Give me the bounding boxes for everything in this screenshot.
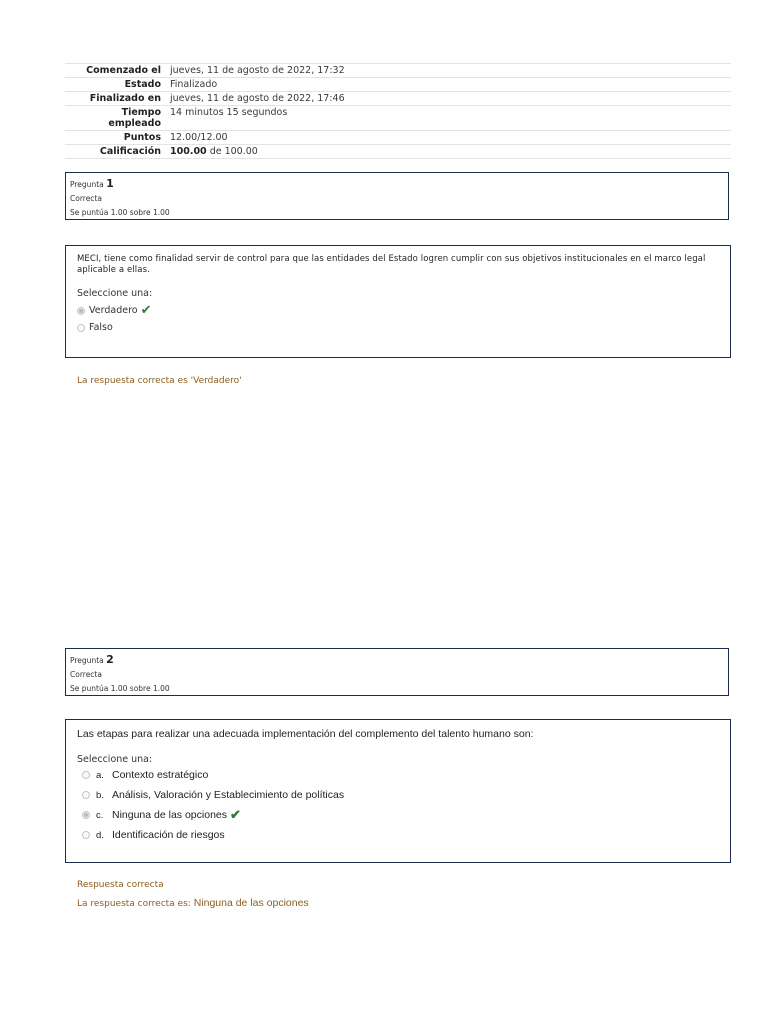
attempt-summary-table xyxy=(65,63,731,159)
answer-option-d[interactable] xyxy=(77,825,719,845)
grade-suffix: de 100.00 xyxy=(206,146,258,157)
option-label: Falso xyxy=(89,322,113,333)
question-prefix: Pregunta xyxy=(70,656,107,665)
summary-value: 14 minutos 15 segundos xyxy=(166,106,731,131)
option-label: Verdadero xyxy=(89,305,138,316)
summary-value: jueves, 11 de agosto de 2022, 17:32 xyxy=(166,64,731,78)
summary-row xyxy=(65,92,731,106)
option-letter: c. xyxy=(96,809,104,821)
answer-option-c[interactable] xyxy=(77,805,719,825)
summary-row xyxy=(65,78,731,92)
radio-button[interactable] xyxy=(82,771,90,779)
answer-option-verdadero[interactable] xyxy=(77,302,719,319)
summary-label: Tiempo empleado xyxy=(65,106,166,131)
summary-label: Finalizado en xyxy=(65,92,166,106)
summary-value: 12.00/12.00 xyxy=(166,131,731,145)
question-number-value: 2 xyxy=(106,653,114,666)
radio-button[interactable] xyxy=(82,811,90,819)
option-letter: b. xyxy=(96,789,104,801)
summary-label: Estado xyxy=(65,78,166,92)
radio-button[interactable] xyxy=(77,307,85,315)
question-info-1 xyxy=(65,172,729,220)
summary-label: Comenzado el xyxy=(65,64,166,78)
option-letter: a. xyxy=(96,769,104,781)
feedback-prefix: La respuesta correcta es: xyxy=(77,899,194,909)
answer-option-a[interactable] xyxy=(77,765,719,785)
answer-option-falso[interactable] xyxy=(77,319,719,336)
option-letter: d. xyxy=(96,829,104,841)
question-content-1 xyxy=(65,245,731,358)
summary-label: Calificación xyxy=(65,145,166,159)
select-prompt: Seleccione una: xyxy=(77,288,153,299)
radio-button[interactable] xyxy=(82,791,90,799)
question-text: Las etapas para realizar una adecuada implementación del complemento del talento humano son: xyxy=(77,728,534,740)
summary-row xyxy=(65,64,731,78)
option-label: Contexto estratégico xyxy=(112,769,209,781)
option-label: Ninguna de las opciones xyxy=(112,809,227,821)
summary-value xyxy=(166,145,731,159)
feedback-answer: Ninguna de las opciones xyxy=(193,897,309,909)
answer-option-b[interactable] xyxy=(77,785,719,805)
summary-value: jueves, 11 de agosto de 2022, 17:46 xyxy=(166,92,731,106)
summary-row xyxy=(65,145,731,159)
feedback-status: Respuesta correcta xyxy=(77,880,164,890)
summary-row xyxy=(65,131,731,145)
option-label: Identificación de riesgos xyxy=(112,829,225,841)
question-mark: Se puntúa 1.00 sobre 1.00 xyxy=(70,684,170,693)
question-text: MECI, tiene como finalidad servir de control para que las entidades del Estado logren cumplir con sus objetivos institucionales en el marco legal aplicable a ellas. xyxy=(77,254,706,275)
select-prompt: Seleccione una: xyxy=(77,754,153,765)
correct-answer-feedback: La respuesta correcta es 'Verdadero' xyxy=(77,376,242,386)
checkmark-icon: ✔ xyxy=(140,303,152,318)
grade-value: 100.00 xyxy=(170,146,207,157)
radio-button[interactable] xyxy=(77,324,85,332)
question-number xyxy=(70,653,724,668)
summary-row xyxy=(65,106,731,131)
question-number xyxy=(70,177,724,192)
question-info-2 xyxy=(65,648,729,696)
question-prefix: Pregunta xyxy=(70,180,107,189)
question-mark: Se puntúa 1.00 sobre 1.00 xyxy=(70,208,170,217)
summary-value: Finalizado xyxy=(166,78,731,92)
question-state: Correcta xyxy=(70,194,102,203)
question-content-2 xyxy=(65,719,731,863)
option-label: Análisis, Valoración y Establecimiento de políticas xyxy=(112,789,345,801)
question-state: Correcta xyxy=(70,670,102,679)
correct-answer-feedback xyxy=(77,897,309,909)
question-number-value: 1 xyxy=(106,177,114,190)
checkmark-icon: ✔ xyxy=(230,807,241,822)
summary-label: Puntos xyxy=(65,131,166,145)
radio-button[interactable] xyxy=(82,831,90,839)
